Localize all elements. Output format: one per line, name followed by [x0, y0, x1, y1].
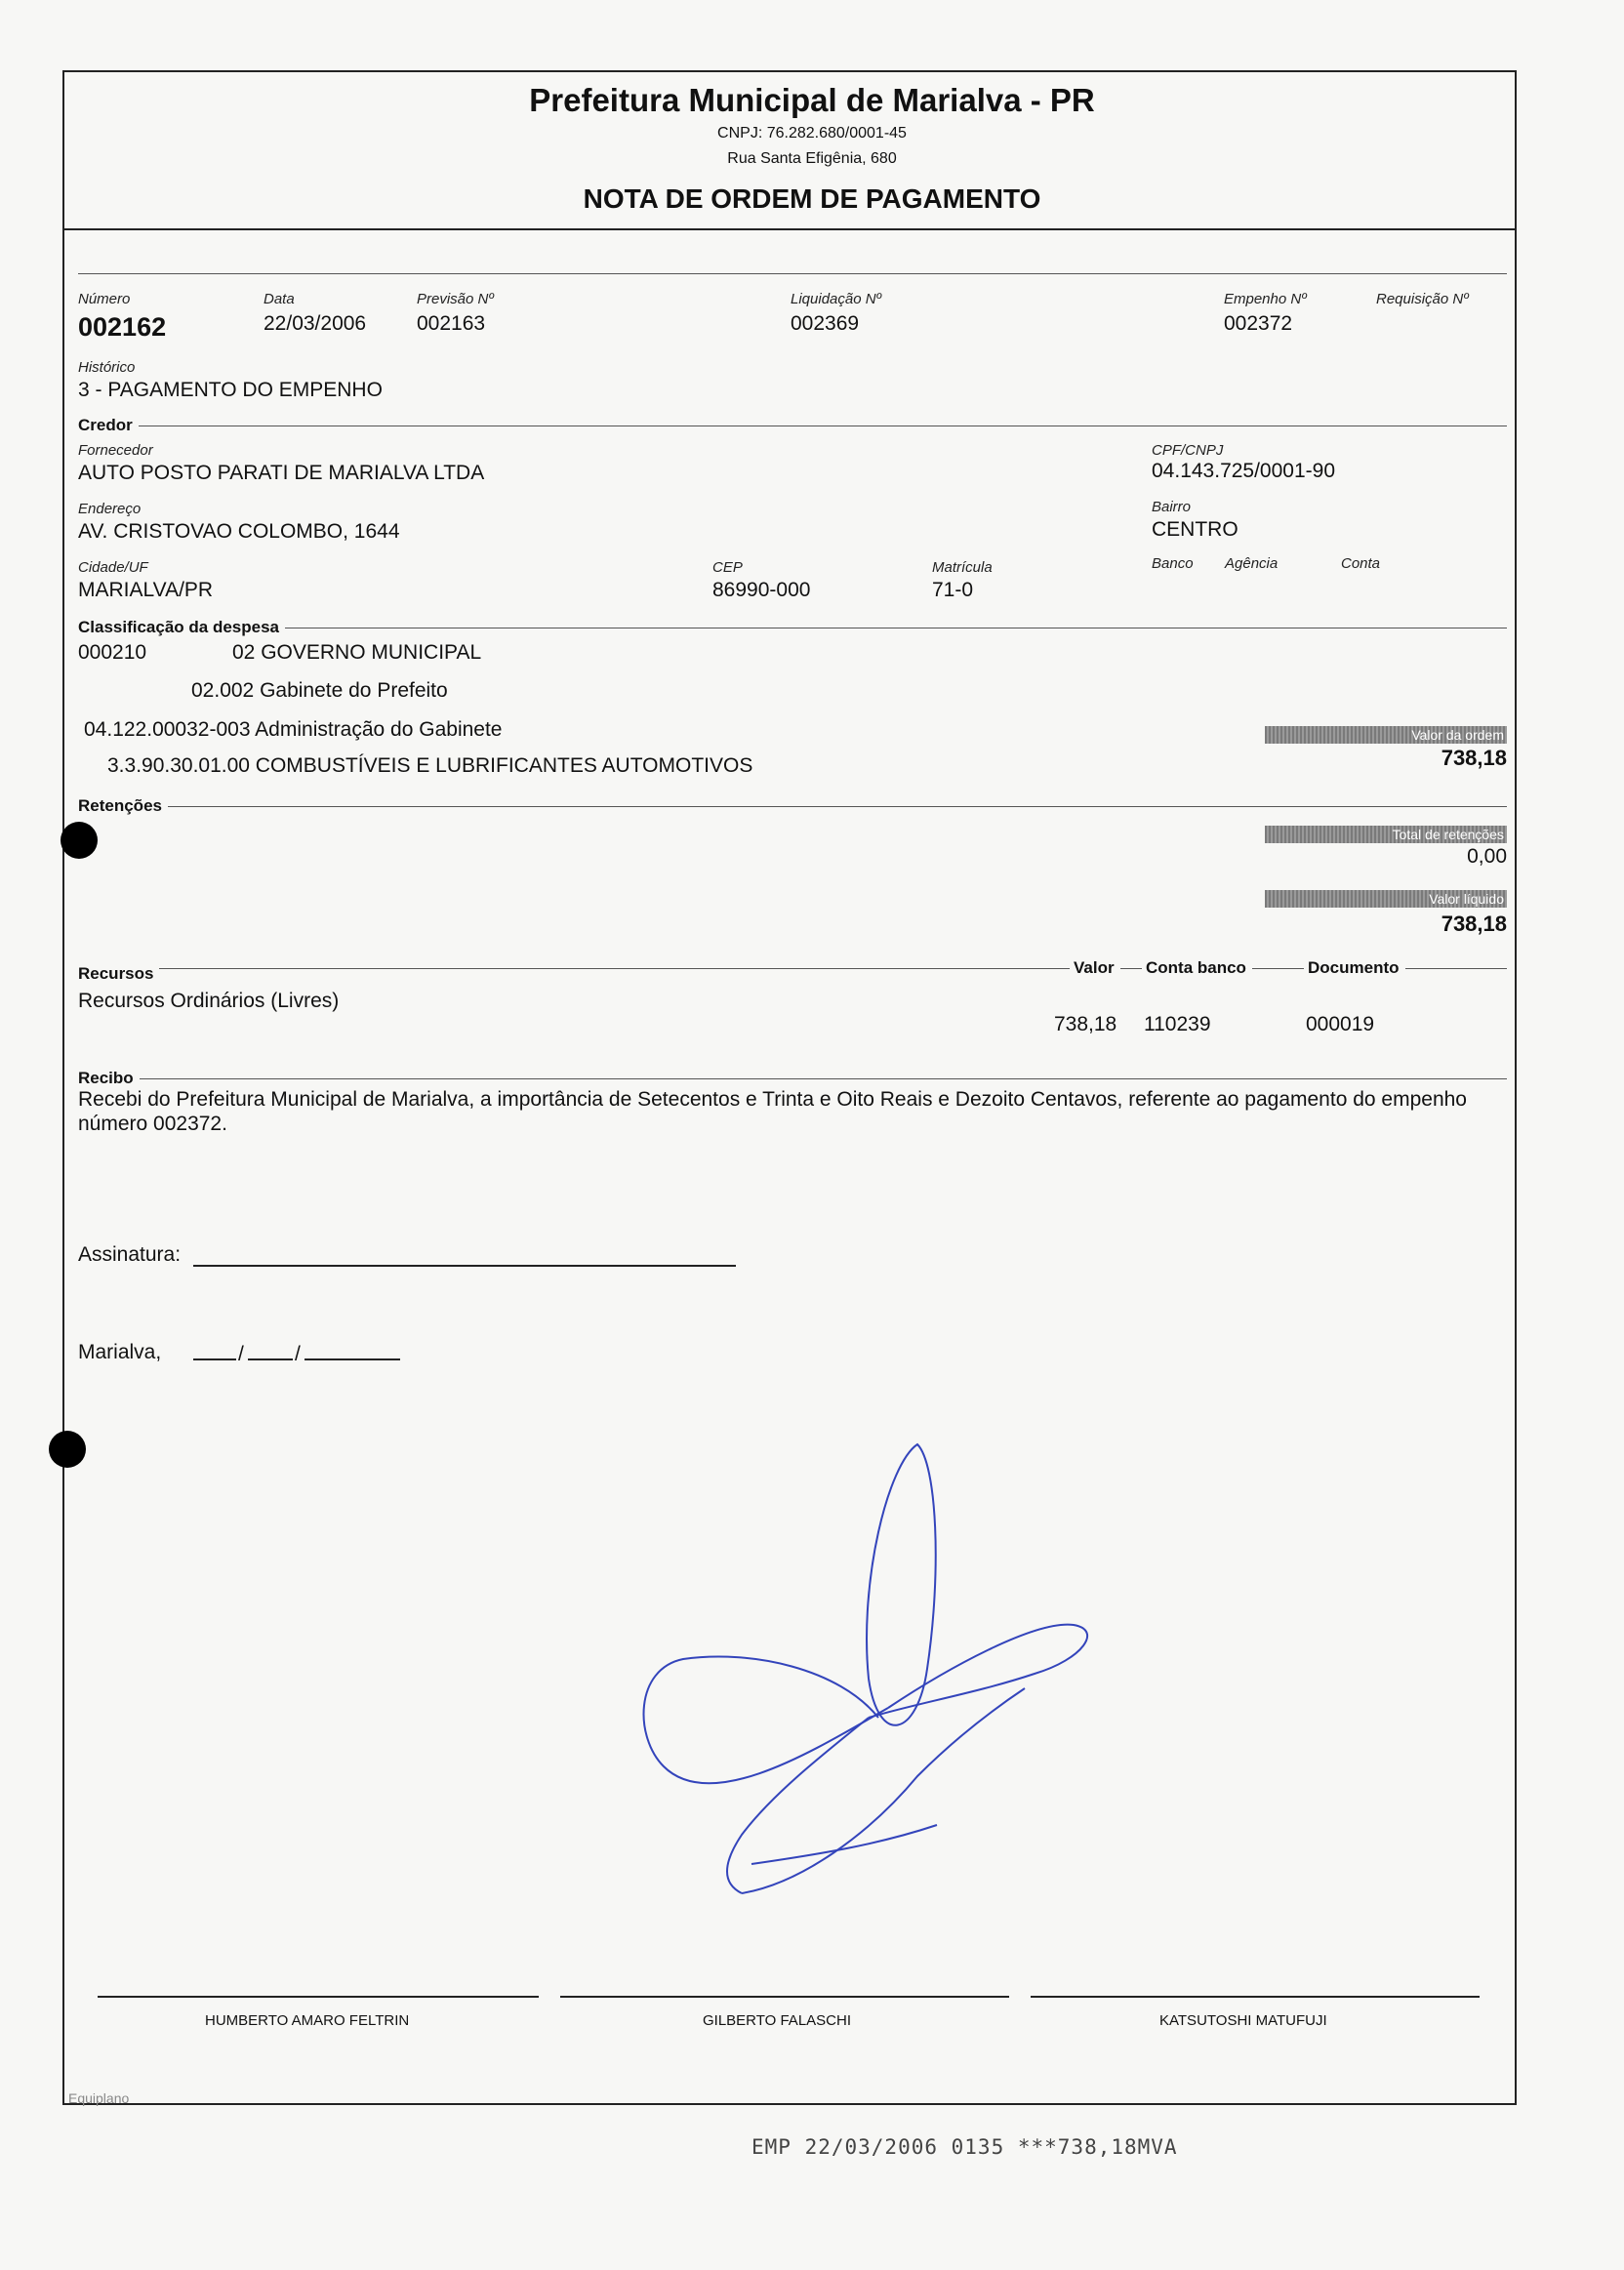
- previsao-value: 002163: [417, 312, 486, 335]
- total-retencoes-value: 0,00: [1467, 845, 1507, 868]
- recursos-documento-header: Documento: [1304, 958, 1405, 978]
- handwritten-signature: [625, 1425, 1113, 2069]
- total-retencoes-bar: [1265, 826, 1507, 843]
- numero-label: Número: [78, 291, 131, 307]
- recibo-section: Recibo: [78, 1069, 140, 1088]
- cpf-value: 04.143.725/0001-90: [1152, 460, 1336, 482]
- total-retencoes-label: Total de retenções: [1392, 827, 1504, 842]
- numero-value: 002162: [78, 312, 167, 342]
- classificacao-line1: 02 GOVERNO MUNICIPAL: [232, 641, 482, 664]
- liquidacao-value: 002369: [791, 312, 860, 335]
- valor-liquido-value: 738,18: [1441, 912, 1507, 936]
- signature-line-2: [560, 1996, 1009, 1998]
- document-title: NOTA DE ORDEM DE PAGAMENTO: [583, 183, 1041, 214]
- bairro-value: CENTRO: [1152, 518, 1238, 541]
- previsao-label: Previsão Nº: [417, 291, 494, 307]
- valor-liquido-label: Valor líquido: [1429, 891, 1504, 907]
- classificacao-section: Classificação da despesa: [78, 618, 285, 637]
- month-line: [248, 1358, 293, 1360]
- header-divider: [62, 228, 1517, 230]
- data-value: 22/03/2006: [264, 312, 367, 335]
- signature-line-1: [98, 1996, 539, 1998]
- credor-section: Credor: [78, 416, 139, 435]
- recursos-valor-header: Valor: [1070, 958, 1120, 978]
- data-label: Data: [264, 291, 295, 307]
- classificacao-line2: 02.002 Gabinete do Prefeito: [191, 679, 448, 702]
- agencia-label: Agência: [1225, 555, 1279, 572]
- matricula-value: 71-0: [932, 579, 974, 601]
- valor-ordem-label: Valor da ordem: [1411, 727, 1504, 743]
- print-stamp: EMP 22/03/2006 0135 ***738,18MVA: [751, 2135, 1178, 2159]
- recibo-divider: [78, 1078, 1507, 1079]
- cidade-label: Cidade/UF: [78, 559, 148, 576]
- punch-hole-bottom: [49, 1431, 86, 1468]
- fornecedor-label: Fornecedor: [78, 442, 153, 459]
- recibo-text: Recebi do Prefeitura Municipal de Marialva, a importância de Setecentos e Trinta e Oito Reais e Dezoito Centavos, referente ao pagamento do empenho número 002372.: [78, 1088, 1467, 1135]
- cep-value: 86990-000: [712, 579, 811, 601]
- requisicao-label: Requisição Nº: [1376, 291, 1469, 307]
- date-slash-2: /: [295, 1343, 301, 1365]
- historico-value: 3 - PAGAMENTO DO EMPENHO: [78, 379, 383, 401]
- endereco-value: AV. CRISTOVAO COLOMBO, 1644: [78, 520, 400, 543]
- cidade-value: MARIALVA/PR: [78, 579, 214, 601]
- classificacao-line4: 3.3.90.30.01.00 COMBUSTÍVEIS E LUBRIFICANTES AUTOMOTIVOS: [107, 754, 753, 777]
- punch-hole-top: [61, 822, 98, 859]
- retencoes-section: Retenções: [78, 796, 168, 816]
- date-slash-1: /: [238, 1343, 244, 1365]
- cep-label: CEP: [712, 559, 743, 576]
- banco-label: Banco: [1152, 555, 1194, 572]
- assinatura-line: [193, 1265, 736, 1267]
- recursos-conta: 110239: [1144, 1013, 1211, 1035]
- recursos-valor: 738,18: [1054, 1013, 1117, 1035]
- equiplano-brand: Equiplano: [68, 2090, 130, 2106]
- empenho-value: 002372: [1224, 312, 1293, 335]
- day-line: [193, 1358, 236, 1360]
- liquidacao-label: Liquidação Nº: [791, 291, 882, 307]
- valor-liquido-bar: [1265, 890, 1507, 908]
- valor-ordem-bar: [1265, 726, 1507, 744]
- signature-name-2: GILBERTO FALASCHI: [703, 2012, 851, 2029]
- bairro-label: Bairro: [1152, 499, 1192, 515]
- fornecedor-value: AUTO POSTO PARATI DE MARIALVA LTDA: [78, 462, 485, 484]
- municipality-title: Prefeitura Municipal de Marialva - PR: [529, 82, 1095, 118]
- year-line: [304, 1358, 400, 1360]
- endereco-label: Endereço: [78, 501, 142, 517]
- conta-label: Conta: [1341, 555, 1381, 572]
- recursos-divider: [78, 968, 1507, 969]
- classificacao-line3: 04.122.00032-003 Administração do Gabinete: [84, 718, 503, 741]
- signature-name-3: KATSUTOSHI MATUFUJI: [1159, 2012, 1327, 2029]
- retencoes-divider: [78, 806, 1507, 807]
- local-label: Marialva,: [78, 1341, 162, 1363]
- valor-ordem-value: 738,18: [1441, 746, 1507, 770]
- assinatura-label: Assinatura:: [78, 1243, 182, 1266]
- cnpj-line: CNPJ: 76.282.680/0001-45: [717, 125, 907, 142]
- ids-divider: [78, 273, 1507, 274]
- signature-line-3: [1031, 1996, 1480, 1998]
- recursos-section: Recursos: [78, 964, 159, 984]
- recursos-conta-header: Conta banco: [1142, 958, 1252, 978]
- matricula-label: Matrícula: [932, 559, 993, 576]
- address-line: Rua Santa Efigênia, 680: [727, 150, 897, 167]
- recursos-descricao: Recursos Ordinários (Livres): [78, 990, 340, 1012]
- cpf-label: CPF/CNPJ: [1152, 442, 1224, 459]
- signature-name-1: HUMBERTO AMARO FELTRIN: [205, 2012, 410, 2029]
- empenho-label: Empenho Nº: [1224, 291, 1307, 307]
- recursos-documento: 000019: [1306, 1013, 1375, 1035]
- classificacao-code: 000210: [78, 641, 147, 664]
- historico-label: Histórico: [78, 359, 136, 376]
